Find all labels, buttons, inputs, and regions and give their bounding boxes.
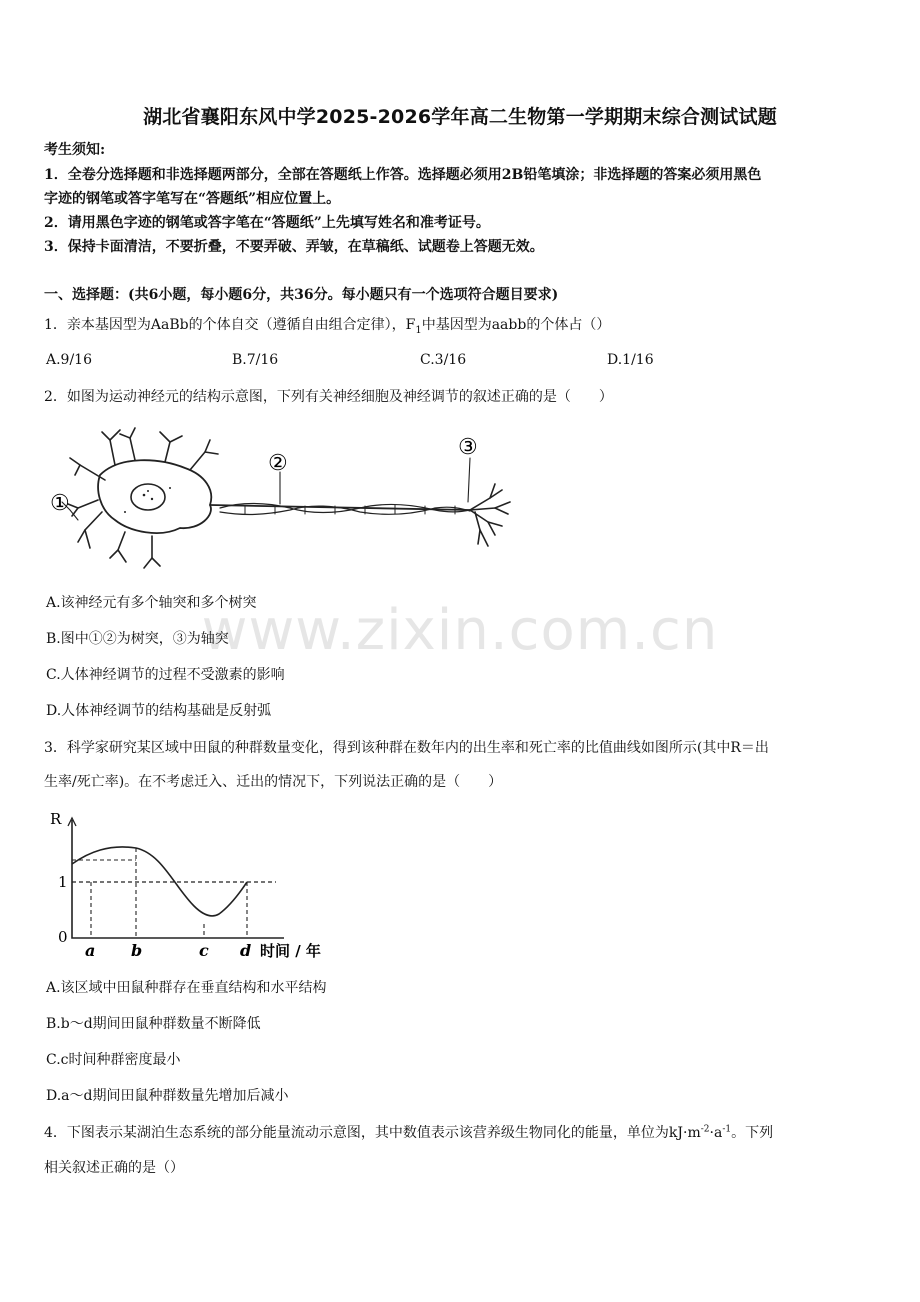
- q1-option-d: D.1/16: [607, 352, 654, 368]
- q2-option-c: C.人体神经调节的过程不受激素的影响: [46, 667, 285, 683]
- q1-option-b: B.7/16: [232, 352, 279, 368]
- question-3-line-1: 3．科学家研究某区域中田鼠的种群数量变化，得到该种群在数年内的出生率和死亡率的比值曲线如图所示(其中R＝出: [44, 740, 769, 756]
- q2-option-a: A.该神经元有多个轴突和多个树突: [46, 595, 257, 611]
- q4-sup-2: -1: [722, 1124, 732, 1135]
- q3-option-a: A.该区域中田鼠种群存在垂直结构和水平结构: [46, 980, 327, 996]
- neuron-label-3: ③: [458, 435, 478, 460]
- graph-x-tick-b: b: [131, 941, 143, 960]
- graph-y-tick-1: 1: [58, 873, 68, 891]
- notice-item-1-cont: 字迹的钢笔或答字笔写在“答题纸”相应位置上。: [44, 191, 341, 207]
- graph-x-tick-d: d: [240, 941, 252, 960]
- graph-x-tick-a: a: [85, 941, 96, 960]
- watermark: www.zixin.com.cn: [201, 598, 719, 663]
- section-heading: 一、选择题：(共6小题，每小题6分，共36分。每小题只有一个选项符合题目要求): [44, 287, 559, 303]
- q4-text-b: 。下列: [731, 1125, 774, 1141]
- q4-mid: ·a: [709, 1125, 723, 1141]
- ratio-curve-graph: [44, 806, 344, 966]
- q3-option-d: D.a～d期间田鼠种群数量先增加后减小: [46, 1088, 289, 1104]
- neuron-label-1: ①: [50, 491, 70, 516]
- q4-sup-1: -2: [700, 1124, 710, 1135]
- notice-item-3: 3．保持卡面清洁，不要折叠，不要弄破、弄皱，在草稿纸、试题卷上答题无效。: [44, 239, 544, 255]
- q3-option-b: B.b～d期间田鼠种群数量不断降低: [46, 1016, 261, 1032]
- q1-subscript: 1: [415, 324, 422, 336]
- q2-option-d: D.人体神经调节的结构基础是反射弧: [46, 703, 272, 719]
- graph-y-label: R: [50, 810, 62, 828]
- question-4-line-2: 相关叙述正确的是（）: [44, 1160, 184, 1176]
- neuron-label-2: ②: [268, 451, 288, 476]
- graph-x-label: 时间 / 年: [260, 942, 321, 960]
- q3-option-c: C.c时间种群密度最小: [46, 1052, 181, 1068]
- graph-y-tick-0: 0: [58, 928, 68, 946]
- graph-x-tick-c: c: [199, 941, 209, 960]
- q1-option-a: A.9/16: [46, 352, 92, 368]
- neuron-diagram: [40, 420, 520, 580]
- q2-option-b: B.图中①②为树突，③为轴突: [46, 631, 229, 647]
- question-4-line-1: [44, 1122, 773, 1142]
- q1-option-c: C.3/16: [420, 352, 467, 368]
- notice-heading: 考生须知:: [44, 142, 106, 158]
- question-2: 2．如图为运动神经元的结构示意图，下列有关神经细胞及神经调节的叙述正确的是（ ）: [44, 389, 613, 405]
- question-3-line-2: 生率/死亡率)。在不考虑迁入、迁出的情况下，下列说法正确的是（ ）: [44, 774, 503, 790]
- question-1: [44, 314, 610, 336]
- q1-text-b: 中基因型为aabb的个体占（）: [421, 317, 611, 333]
- page-title: 湖北省襄阳东风中学2025-2026学年高二生物第一学期期末综合测试试题: [143, 106, 777, 128]
- notice-item-2: 2．请用黑色字迹的钢笔或答字笔在“答题纸”上先填写姓名和准考证号。: [44, 215, 490, 231]
- q4-text-a: 4．下图表示某湖泊生态系统的部分能量流动示意图，其中数值表示该营养级生物同化的能量，单位为kJ·m: [44, 1125, 701, 1141]
- q1-text-a: 1．亲本基因型为AaBb的个体自交（遵循自由组合定律），F: [44, 317, 416, 333]
- notice-item-1: 1．全卷分选择题和非选择题两部分，全部在答题纸上作答。选择题必须用2B铅笔填涂；非选择题的答案必须用黑色: [44, 167, 762, 183]
